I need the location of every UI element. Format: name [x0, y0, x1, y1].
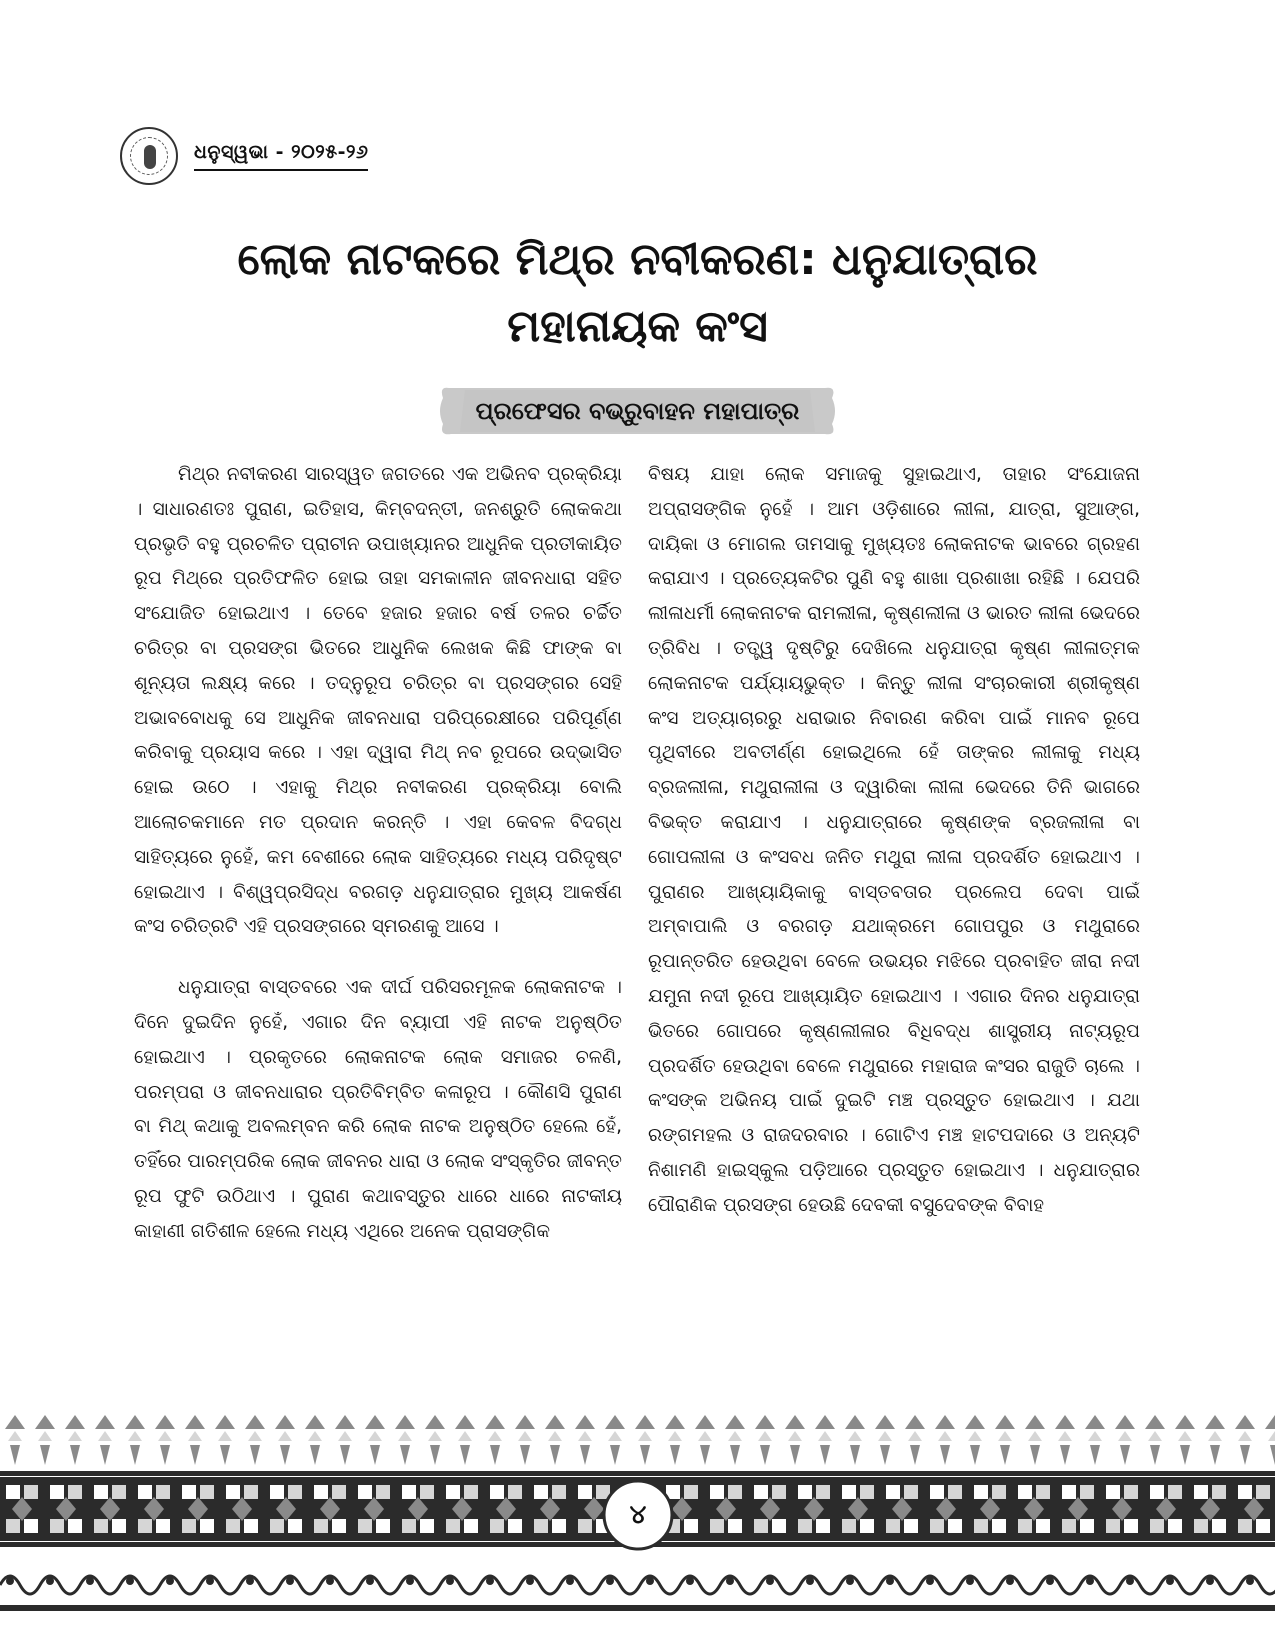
paragraph: ଧନୁଯାତ୍ରା ବାସ୍ତବରେ ଏକ ଦୀର୍ଘ ପରିସରମୂଳକ ଲୋକନାଟକ । ଦିନେ ଦୁଇଦିନ ନୁହେଁ, ଏଗାର ଦିନ ବ୍ୟାପୀ ଏହି ନାଟକ ଅନୁଷ୍ଠିତ ହୋଇଥାଏ । ପ୍ରକୃତରେ ଲୋକନାଟକ ଲୋକ ସମାଜର ଚଳଣି, ପରମ୍ପରା ଓ ଜୀବନଧାରାର ପ୍ରତିବିମ୍ବିତ କଳାରୂପ । କୌଣସି ପୁରାଣ ବା ମିଥ୍ କଥାକୁ ଅବଲମ୍ବନ କରି ଲୋକ ନାଟକ ଅନୁଷ୍ଠିତ ହେଲେ ହେଁ, ତହିଁରେ ପାରମ୍ପରିକ ଲୋକ ଜୀବନର ଧାରା ଓ ଲୋକ ସଂସ୍କୃତିର ଜୀବନ୍ତ ରୂପ ଫୁଟି ଉଠିଥାଏ । ପୁରାଣ କଥାବସ୍ତୁର ଧାରେ ଧାରେ ନାଟକୀୟ କାହାଣୀ ଗତିଶୀଳ ହେଲେ ମଧ୍ୟ ଏଥିରେ ଅନେକ ପ୍ରାସଙ୍ଗିକ [134, 977, 622, 1242]
right-column [648, 458, 1140, 1224]
paragraph: ବିଷୟ ଯାହା ଲୋକ ସମାଜକୁ ସୁହାଇଥାଏ, ତାହାର ସଂଯୋଜନା ଅପ୍ରାସଙ୍ଗିକ ନୁହେଁ । ଆମ ଓଡ଼ିଶାରେ ଲୀଳା, ଯାତ୍ରା, ସୁଆଙ୍ଗ, ଦାୟିକା ଓ ମୋଗଲ ତାମସାକୁ ମୁଖ୍ୟତଃ ଲୋକନାଟକ ଭାବରେ ଗ୍ରହଣ କରାଯାଏ । ପ୍ରତ୍ୟେକଟିର ପୁଣି ବହୁ ଶାଖା ପ୍ରଶାଖା ରହିଛି । ଯେପରି ଲୀଳାଧର୍ମୀ ଲୋକନାଟକ ରାମଲୀଳା, କୃଷ୍ଣଲୀଳା ଓ ଭାରତ ଲୀଳା ଭେଦରେ ତ୍ରିବିଧ । ତତ୍ତ୍ୱ ଦୃଷ୍ଟିରୁ ଦେଖିଲେ ଧନୁଯାତ୍ରା କୃଷ୍ଣ ଲୀଳାତ୍ମକ ଲୋକନାଟକ ପର୍ଯ୍ୟାୟଭୁକ୍ତ । କିନ୍ତୁ ଲୀଳା ସଂଚାରକାରୀ ଶ୍ରୀକୃଷ୍ଣ କଂସ ଅତ୍ୟାଚାରରୁ ଧରାଭାର ନିବାରଣ କରିବା ପାଇଁ ମାନବ ରୂପେ ପୃଥିବୀରେ ଅବତୀର୍ଣ୍ଣ ହୋଇଥିଲେ ହେଁ ତାଙ୍କର ଲୀଳାକୁ ମଧ୍ୟ ବ୍ରଜଲୀଳା, ମଥୁରାଲୀଳା ଓ ଦ୍ୱାରିକା ଲୀଳା ଭେଦରେ ତିନି ଭାଗରେ ବିଭକ୍ତ କରାଯାଏ । ଧନୁଯାତ୍ରାରେ କୃଷ୍ଣଙ୍କ ବ୍ରଜଲୀଳା ବା ଗୋପଲୀଳା ଓ କଂସବଧ ଜନିତ ମଥୁରା ଲୀଳା ପ୍ରଦର୍ଶିତ ହୋଇଥାଏ । ପୁରାଣର ଆଖ୍ୟାୟିକାକୁ ବାସ୍ତବତାର ପ୍ରଲେପ ଦେବା ପାଇଁ ଅମ୍ବାପାଲି ଓ ବରଗଡ଼ ଯଥାକ୍ରମେ ଗୋପପୁର ଓ ମଥୁରାରେ ରୂପାନ୍ତରିତ ହେଉଥିବା ବେଳେ ଉଭୟର ମଝିରେ ପ୍ରବାହିତ ଜୀରା ନଦୀ ଯମୁନା ନଦୀ ରୂପେ ଆଖ୍ୟାୟିତ ହୋଇଥାଏ । ଏଗାର ଦିନର ଧନୁଯାତ୍ରା ଭିତରେ ଗୋପରେ କୃଷ୍ଣଲୀଳାର ବିଧିବଦ୍ଧ ଶାସ୍ତ୍ରୀୟ ନାଟ୍ୟରୂପ ପ୍ରଦର୍ଶିତ ହେଉଥିବା ବେଳେ ମଥୁରାରେ ମହାରାଜ କଂସର ରାଜୁତି ଚାଲେ । କଂସଙ୍କ ଅଭିନୟ ପାଇଁ ଦୁଇଟି ମଞ୍ଚ ପ୍ରସ୍ତୁତ ହୋଇଥାଏ । ଯଥା ରଙ୍ଗମହଲ ଓ ରାଜଦରବାର । ଗୋଟିଏ ମଞ୍ଚ ହାଟପଦାରେ ଓ ଅନ୍ୟଟି ନିଶାମଣି ହାଇସ୍କୁଲ ପଡ଼ିଆରେ ପ୍ରସ୍ତୁତ ହୋଇଥାଏ । ଧନୁଯାତ୍ରାର ପୌରାଣିକ ପ୍ରସଙ୍ଗ ହେଉଛି ଦେବକୀ ବସୁଦେବଙ୍କ ବିବାହ [648, 464, 1140, 1216]
running-title: ଧନୁସ୍ୱଭା - ୨୦୨୫-୨୬ [194, 141, 368, 171]
author-banner [435, 378, 840, 444]
seal-logo-icon [120, 127, 178, 185]
author-name: ପ୍ରଫେସର ବଭ୍ରୁବାହନ ମହାପାତ୍ର [475, 397, 800, 425]
article-title-line-1: ଲୋକ ନାଟକରେ ମିଥ୍‌ର ନବୀକରଣ: ଧନୁଯାତ୍ରାର [237, 234, 1038, 285]
page-number: ୪ [629, 1500, 647, 1530]
decorative-footer [0, 1415, 1275, 1650]
article-title-line-2: ମହାନାୟକ କଂସ [507, 301, 768, 352]
running-header [120, 128, 368, 184]
left-column [134, 458, 622, 1250]
paragraph: ମିଥ୍‌ର ନବୀକରଣ ସାରସ୍ୱତ ଜଗତରେ ଏକ ଅଭିନବ ପ୍ରକ୍ରିୟା । ସାଧାରଣତଃ ପୁରାଣ, ଇତିହାସ, କିମ୍ବଦନ୍ତୀ, ଜନଶ୍ରୁତି ଲୋକକଥା ପ୍ରଭୃତି ବହୁ ପ୍ରଚଳିତ ପ୍ରାଚୀନ ଉପାଖ୍ୟାନର ଆଧୁନିକ ପ୍ରତୀକାୟିତ ରୂପ ମିଥ୍‌ରେ ପ୍ରତିଫଳିତ ହୋଇ ତାହା ସମକାଳୀନ ଜୀବନଧାରା ସହିତ ସଂଯୋଜିତ ହୋଇଥାଏ । ତେବେ ହଜାର ହଜାର ବର୍ଷ ତଳର ଚର୍ଚ୍ଚିତ ଚରିତ୍ର ବା ପ୍ରସଙ୍ଗ ଭିତରେ ଆଧୁନିକ ଲେଖକ କିଛି ଫାଙ୍କ ବା ଶୂନ୍ୟତା ଲକ୍ଷ୍ୟ କରେ । ତଦ୍‌ନୁରୂପ ଚରିତ୍ର ବା ପ୍ରସଙ୍ଗର ସେହି ଅଭାବବୋଧକୁ ସେ ଆଧୁନିକ ଜୀବନଧାରା ପରିପ୍ରେକ୍ଷୀରେ ପରିପୂର୍ଣ୍ଣ କରିବାକୁ ପ୍ରୟାସ କରେ । ଏହା ଦ୍ୱାରା ମିଥ୍ ନବ ରୂପରେ ଉଦ୍ଭାସିତ ହୋଇ ଉଠେ । ଏହାକୁ ମିଥ୍‌ର ନବୀକରଣ ପ୍ରକ୍ରିୟା ବୋଲି ଆଲୋଚକମାନେ ମତ ପ୍ରଦାନ କରନ୍ତି । ଏହା କେବଳ ବିଦଗ୍ଧ ସାହିତ୍ୟରେ ନୁହେଁ, କମ ବେଶୀରେ ଲୋକ ସାହିତ୍ୟରେ ମଧ୍ୟ ପରିଦୃଷ୍ଟ ହୋଇଥାଏ । ବିଶ୍ୱପ୍ରସିଦ୍ଧ ବରଗଡ଼ ଧନୁଯାତ୍ରାର ମୁଖ୍ୟ ଆକର୍ଷଣ କଂସ ଚରିତ୍ରଟି ଏହି ପ୍ରସଙ୍ଗରେ ସ୍ମରଣକୁ ଆସେ । [134, 464, 622, 938]
